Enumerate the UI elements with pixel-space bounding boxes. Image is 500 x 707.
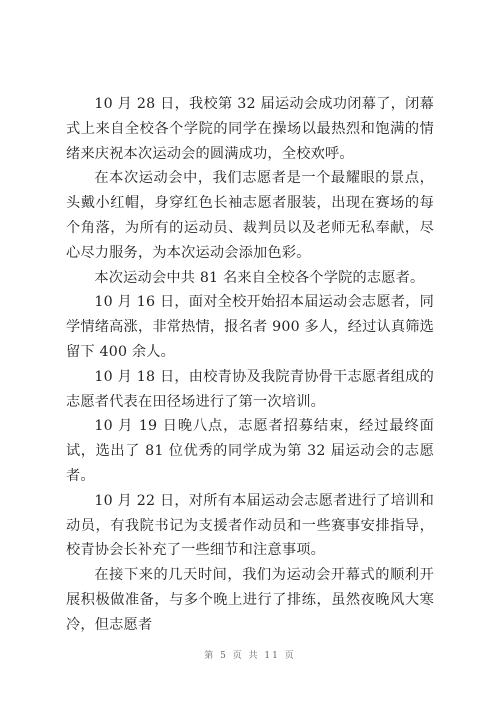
page-number-footer: 第 5 页 共 11 页 <box>204 651 296 661</box>
paragraph-volunteers-highlight: 在本次运动会中，我们志愿者是一个最耀眼的景点，头戴小红帽，身穿红色长袖志愿者服装，出现在赛场的每个角落，为所有的运动员、裁判员以及老师无私奉献，尽心尽力服务，为本次运动会添加色彩。 <box>66 170 434 261</box>
document-body <box>66 92 434 638</box>
paragraph-closing-ceremony: 10 月 28 日，我校第 32 届运动会成功闭幕了，闭幕式上来自全校各个学院的同学在操场以最热烈和饱满的情绪来庆祝本次运动会的圆满成功，全校欢呼。 <box>66 96 434 162</box>
paragraph-preparation: 在接下来的几天时间，我们为运动会开幕式的顺利开展积极做准备，与多个晚上进行了排练，虽然夜晚风大寒冷，但志愿者 <box>66 567 434 633</box>
paragraph-oct-18: 10 月 18 日，由校青协及我院青协骨干志愿者组成的志愿者代表在田径场进行了第一次培训。 <box>66 368 434 410</box>
paragraph-oct-22: 10 月 22 日，对所有本届运动会志愿者进行了培训和动员，有我院书记为支援者作动员和一些赛事安排指导，校青协会长补充了一些细节和注意事项。 <box>66 492 434 559</box>
paragraph-oct-19: 10 月 19 日晚八点，志愿者招募结束，经过最终面试，选出了 81 位优秀的同学成为第 32 届运动会的志愿者。 <box>66 418 434 484</box>
paragraph-oct-16: 10 月 16 日，面对全校开始招本届运动会志愿者，同学情绪高涨，非常热情，报名者 900 多人，经过认真筛选留下 400 余人。 <box>66 294 435 360</box>
paragraph-volunteer-count: 本次运动会中共 81 名来自全校各个学院的志愿者。 <box>94 269 425 286</box>
